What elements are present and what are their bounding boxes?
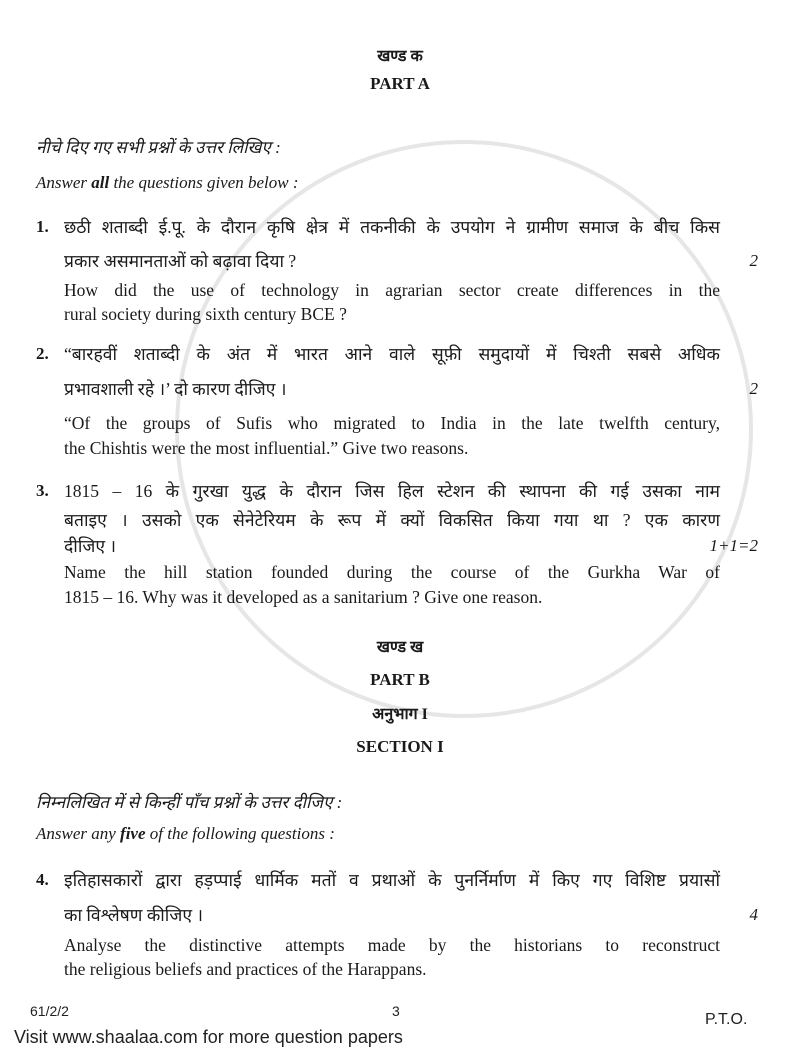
question-text-english: Analyse the distinctive attempts made by the historians to reconstruct	[64, 935, 720, 955]
instruction-a-english: Answer all the questions given below :	[36, 173, 299, 192]
question-number: 2.	[36, 344, 49, 363]
question-marks: 2	[749, 379, 758, 398]
instruction-a-hindi: नीचे दिए गए सभी प्रश्नों के उत्तर लिखिए :	[36, 138, 281, 157]
question-text-english: “Of the groups of Sufis who migrated to India in the late twelfth century,	[64, 413, 720, 433]
question-text-hindi: प्रभावशाली रहे ।’ दो कारण दीजिए ।	[64, 379, 287, 399]
question-marks: 2	[749, 251, 758, 270]
instruction-b-hindi: निम्नलिखित में से किन्हीं पाँच प्रश्नों के उत्तर दीजिए :	[36, 793, 343, 812]
part-a-hindi: खण्ड क	[377, 48, 423, 65]
question-number: 3.	[36, 481, 49, 500]
question-text-english: the Chishtis were the most influential.” Give two reasons.	[64, 438, 469, 458]
instruction-b-english: Answer any five of the following questions :	[36, 824, 335, 843]
question-text-hindi: “बारहवीं शताब्दी के अंत में भारत आने वाले सूफ़ी समुदायों में चिश्ती सबसे अधिक	[64, 344, 720, 364]
paper-code: 61/2/2	[30, 1003, 69, 1019]
question-text-hindi: छठी शताब्दी ई.पू. के दौरान कृषि क्षेत्र में तकनीकी के उपयोग ने ग्रामीण समाज के बीच किस	[64, 217, 720, 237]
question-text-hindi: इतिहासकारों द्वारा हड़प्पाई धार्मिक मतों व प्रथाओं के पुनर्निर्माण में किए गए विशिष्ट प्रयासों	[64, 870, 720, 890]
question-number: 1.	[36, 217, 49, 236]
question-number: 4.	[36, 870, 49, 889]
visit-link[interactable]: Visit www.shaalaa.com for more question papers	[14, 1027, 403, 1047]
question-text-hindi: दीजिए ।	[64, 536, 117, 556]
question-text-english: the religious beliefs and practices of the Harappans.	[64, 959, 427, 979]
question-text-hindi: 1815 – 16 के गुरखा युद्ध के दौरान जिस हिल स्टेशन की स्थापना की गई उसका नाम	[64, 481, 720, 501]
part-b-heading: PART B	[370, 670, 430, 689]
question-text-english: How did the use of technology in agrarian sector create differences in the	[64, 280, 720, 300]
question-text-english: 1815 – 16. Why was it developed as a sanitarium ? Give one reason.	[64, 587, 543, 607]
question-text-hindi: प्रकार असमानताओं को बढ़ावा दिया ?	[64, 251, 297, 271]
question-text-english: rural society during sixth century BCE ?	[64, 304, 347, 324]
section-1-hindi: अनुभाग I	[372, 706, 428, 723]
question-marks: 4	[749, 905, 758, 924]
section-1-heading: SECTION I	[356, 737, 444, 756]
pto-label: P.T.O.	[705, 1011, 748, 1028]
page-number: 3	[392, 1003, 400, 1019]
question-text-english: Name the hill station founded during the course of the Gurkha War of	[64, 562, 720, 582]
question-marks: 1+1=2	[709, 536, 758, 555]
part-b-hindi: खण्ड ख	[376, 639, 424, 656]
question-text-hindi: बताइए । उसको एक सेनेटेरियम के रूप में क्यों विकसित किया गया था ? एक कारण	[64, 510, 720, 530]
question-text-hindi: का विश्लेषण कीजिए ।	[64, 905, 204, 925]
part-a-heading: PART A	[370, 74, 430, 93]
